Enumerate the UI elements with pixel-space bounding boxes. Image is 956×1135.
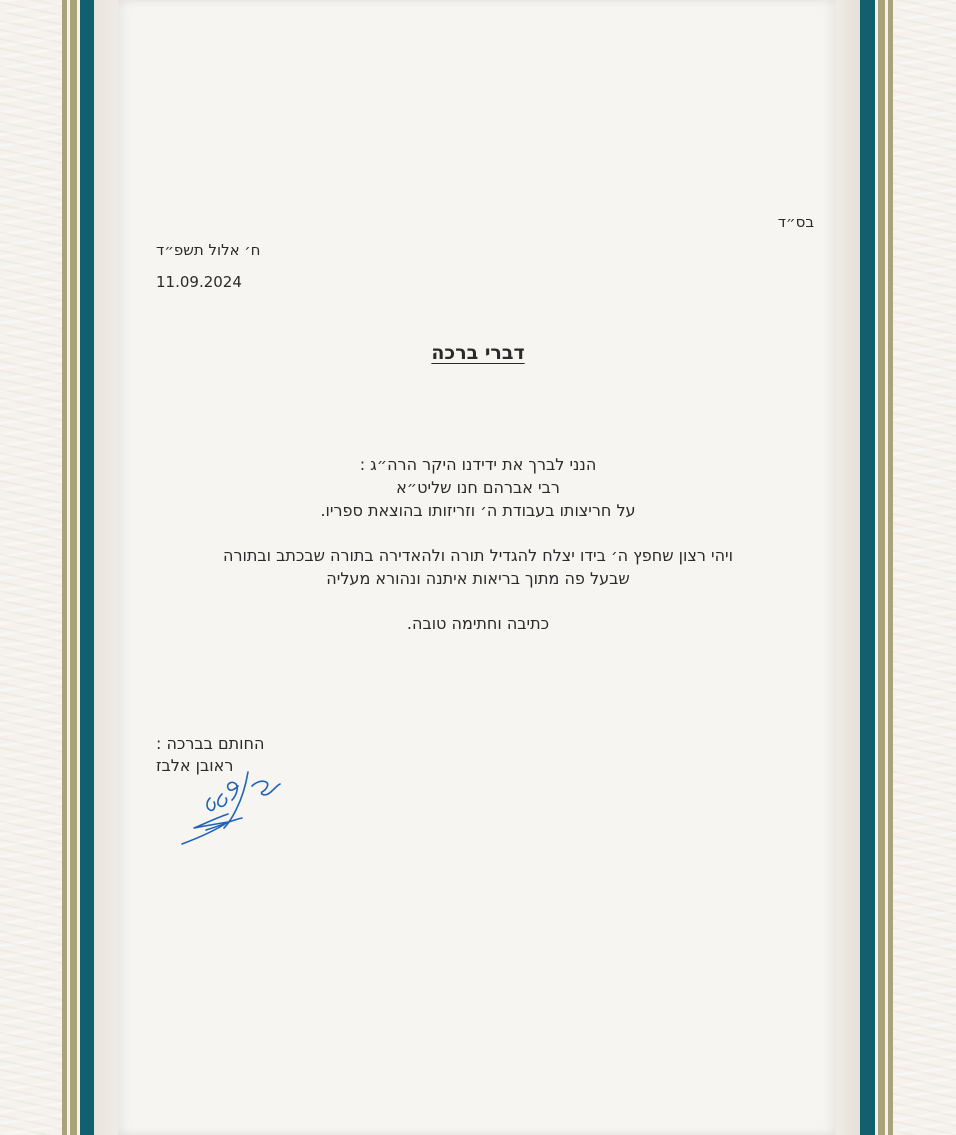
- frame-left-olive: [70, 0, 77, 1135]
- hebrew-date: ח׳ אלול תשפ״ד: [156, 241, 261, 259]
- frame-left-margin: [94, 0, 118, 1135]
- frame-right-teal: [860, 0, 875, 1135]
- handwritten-signature: [176, 770, 286, 846]
- frame-right-outer-olive: [888, 0, 893, 1135]
- body-line-6: כתיבה וחתימה טובה.: [406, 614, 550, 633]
- frame-right-margin: [836, 0, 860, 1135]
- body-line-2: רבי אברהם חנו שליט״א: [396, 478, 560, 497]
- body-line-1: הנני לברך את ידידנו היקר הרה״ג :: [359, 455, 597, 474]
- closing-text: החותם בברכה :: [156, 734, 265, 753]
- letter-paper: [118, 0, 836, 1135]
- frame-left-teal: [80, 0, 94, 1135]
- letter-title: דברי ברכה: [431, 342, 525, 364]
- body-line-3: על חריצותו בעבודת ה׳ וזריזותו בהוצאת ספריו.: [320, 501, 636, 520]
- frame-right-olive: [878, 0, 885, 1135]
- header-bsd: בס״ד: [777, 213, 814, 231]
- body-line-4: ויהי רצון שחפץ ה׳ בידו יצלח להגדיל תורה ולהאדירה בתורה שבכתב ובתורה: [223, 546, 733, 565]
- body-line-5: שבעל פה מתוך בריאות איתנה ונהורא מעליה: [326, 569, 630, 588]
- gregorian-date: 11.09.2024: [156, 273, 242, 291]
- signer-name: ראובן אלבז: [156, 756, 234, 775]
